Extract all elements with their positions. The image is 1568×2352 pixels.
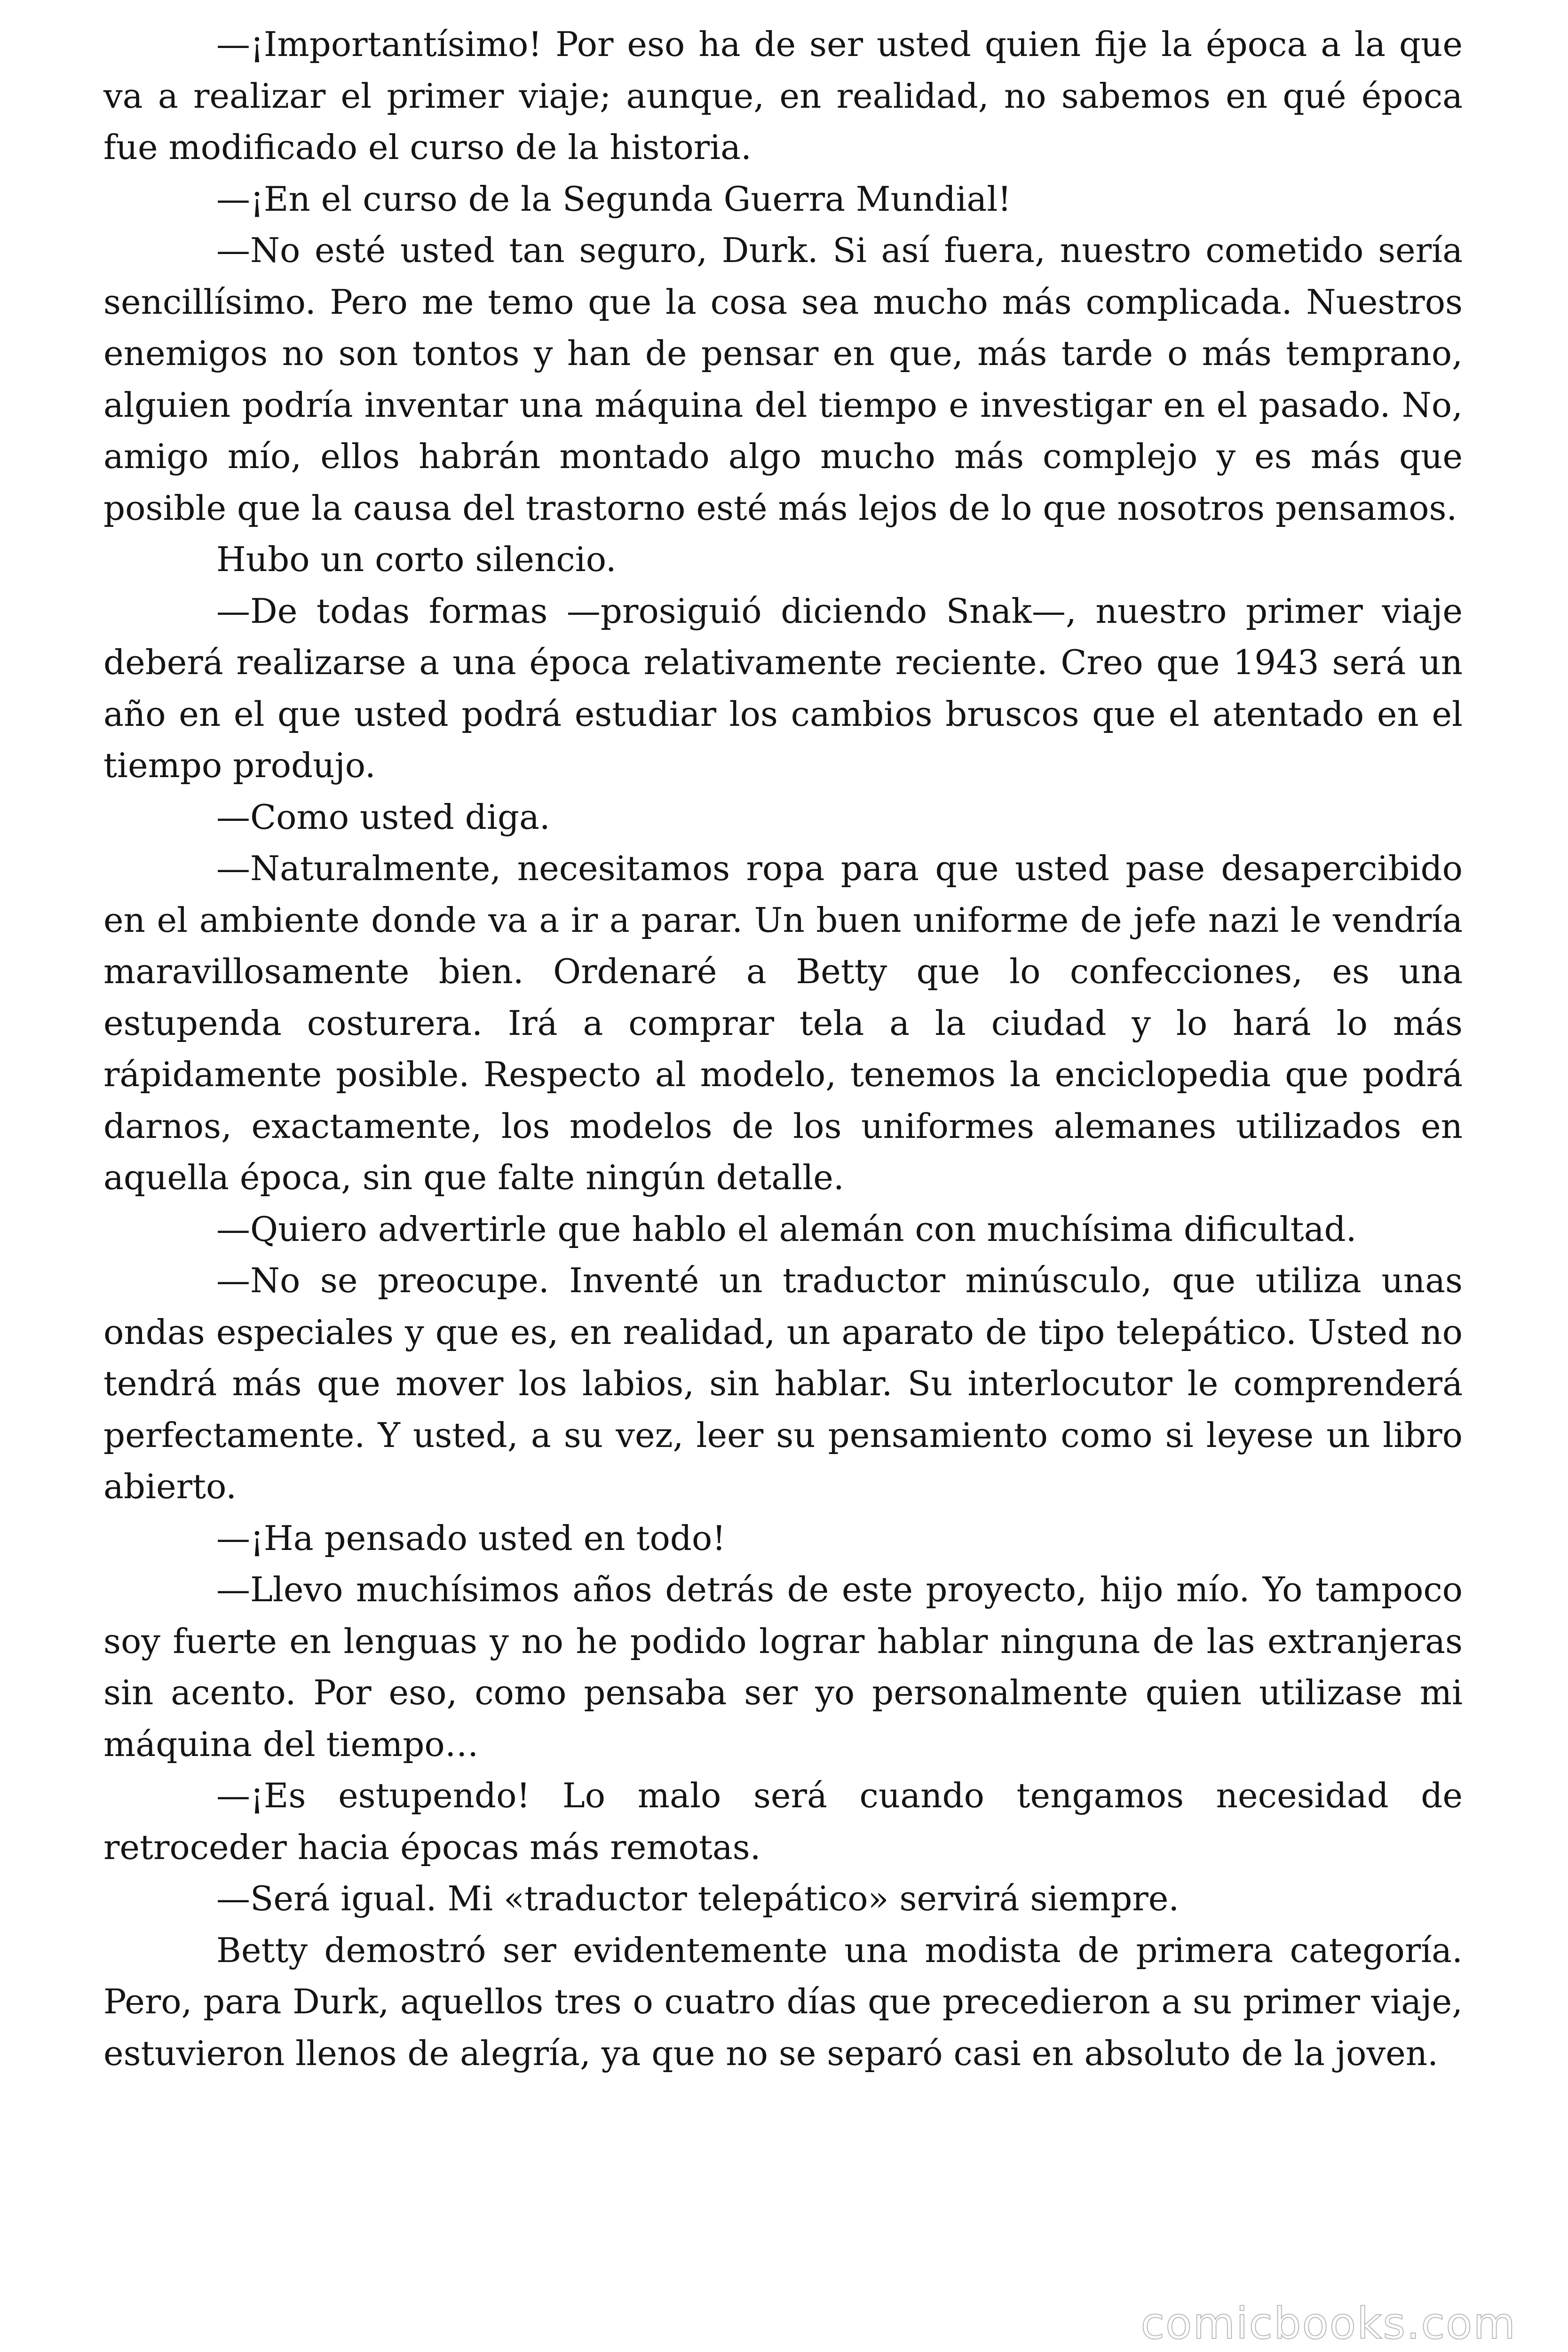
- paragraph-9: —No se preocupe. Inventé un traductor minúsculo, que utiliza unas ondas especiales y que es, en realidad, un aparato de tipo telepático. Usted no tendrá más que mover los labios, sin hablar. Su interlocutor le comprenderá perfectamente. Y usted, a su vez, leer su pensamiento como si leyese un libro abierto.: [103, 1261, 1463, 1506]
- paragraph-7: —Naturalmente, necesitamos ropa para que usted pase desapercibido en el ambiente donde va a ir a parar. Un buen uniforme de jefe nazi le vendría maravillosamente bien. Ordenaré a Betty que lo confecciones, es una estupenda costurera. Irá a comprar tela a la ciudad y lo hará lo más rápidamente posible. Respecto al modelo, tenemos la enciclopedia que podrá darnos, exactamente, los modelos de los uniformes alemanes utilizados en aquella época, sin que falte ningún detalle.: [103, 849, 1463, 1197]
- paragraph-2: —¡En el curso de la Segunda Guerra Mundial!: [216, 179, 1012, 219]
- paragraph-13: —Será igual. Mi «traductor telepático» servirá siempre.: [216, 1879, 1180, 1918]
- paragraph-14: Betty demostró ser evidentemente una modista de primera categoría. Pero, para Durk, aquellos tres o cuatro días que precedieron a su primer viaje, estuvieron llenos de alegría, ya que no se separó casi en absoluto de la joven.: [103, 1930, 1463, 2073]
- paragraph-10: —¡Ha pensado usted en todo!: [216, 1518, 726, 1558]
- paragraph-5: —De todas formas —prosiguió diciendo Snak—, nuestro primer viaje deberá realizarse a una época relativamente reciente. Creo que 1943 será un año en el que usted podrá estudiar los cambios bruscos que el atentado en el tiempo produjo.: [103, 591, 1463, 785]
- watermark: comicbooks.com: [1140, 2298, 1516, 2349]
- paragraph-4: Hubo un corto silencio.: [216, 540, 617, 579]
- paragraph-1: —¡Importantísimo! Por eso ha de ser usted quien fije la época a la que va a realizar el primer viaje; aunque, en realidad, no sabemos en qué época fue modificado el curso de la historia.: [103, 24, 1463, 167]
- page-body: [103, 19, 1463, 2079]
- paragraph-6: —Como usted diga.: [216, 797, 550, 837]
- paragraph-3: —No esté usted tan seguro, Durk. Si así fuera, nuestro cometido sería sencillísimo. Pero me temo que la cosa sea mucho más complicada. Nuestros enemigos no son tontos y han de pensar en que, más tarde o más temprano, alguien podría inventar una máquina del tiempo e investigar en el pasado. No, amigo mío, ellos habrán montado algo mucho más complejo y es más que posible que la causa del trastorno esté más lejos de lo que nosotros pensamos.: [103, 230, 1463, 528]
- paragraph-8: —Quiero advertirle que hablo el alemán con muchísima dificultad.: [216, 1209, 1357, 1249]
- paragraph-12: —¡Es estupendo! Lo malo será cuando tengamos necesidad de retroceder hacia épocas más remotas.: [103, 1776, 1463, 1867]
- paragraph-11: —Llevo muchísimos años detrás de este proyecto, hijo mío. Yo tampoco soy fuerte en lenguas y no he podido lograr hablar ninguna de las extranjeras sin acento. Por eso, como pensaba ser yo personalmente quien utilizase mi máquina del tiempo…: [103, 1570, 1463, 1764]
